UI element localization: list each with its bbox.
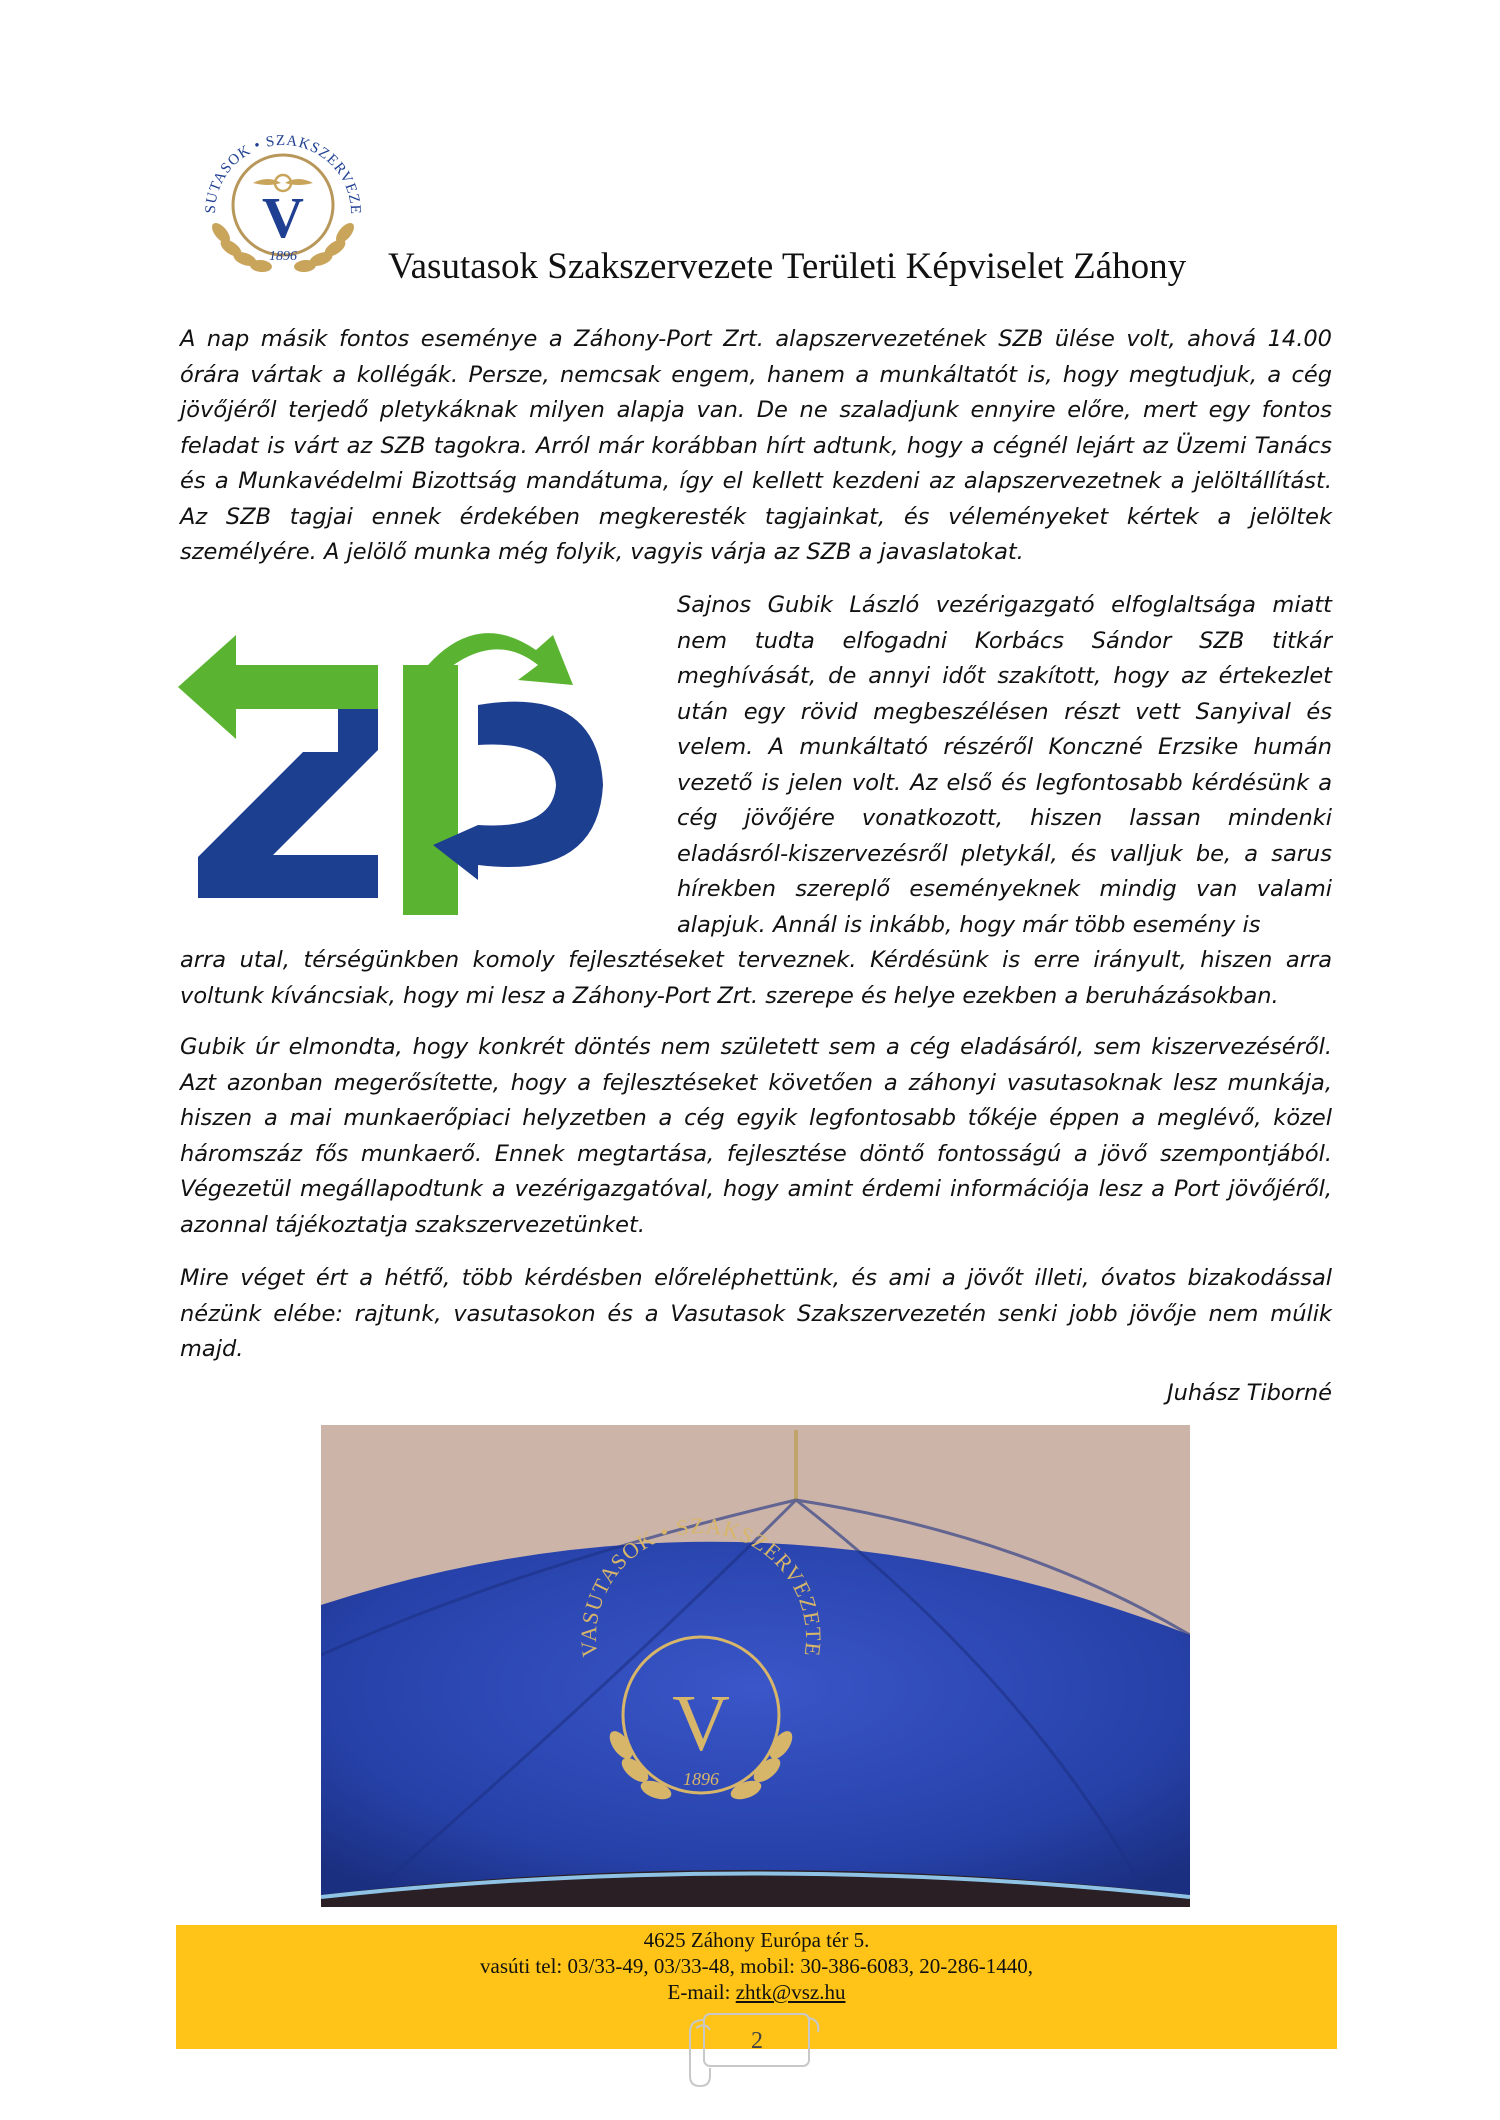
zahony-port-logo	[178, 625, 638, 920]
article-paragraph-4: Mire véget ért a hétfő, több kérdésben előreléphettünk, és ami a jövőt illeti, óvatos bizakodással nézünk elébe: rajtunk, vasutasokon és a Vasutasok Szakszervezetén senki jobb jövője nem múlik majd.	[180, 1265, 1332, 1362]
footer-email-label: E-mail:	[667, 1980, 736, 2004]
umbrella-photo	[321, 1425, 1190, 1907]
footer-email-line	[176, 1979, 1337, 2005]
umbrella-logo-letter: V	[672, 1680, 730, 1768]
logo-arc-text: SUTASOK • SZAKSZERVEZE	[202, 132, 364, 216]
article-paragraph-2-part-a: Sajnos Gubik László vezérigazgató elfoglaltsága miatt nem tudta elfogadni Korbács Sándor SZB titkár meghívását, de annyi időt szakított, hogy az értekezlet után egy rövid megbeszélésen részt vett Sanyival és velem. A munkáltató részéről Konczné Erzsike humán vezető is jelen volt. Az első és legfontosabb kérdésünk a cég jövőjére vonatkozott, hiszen lassan mindenki eladásról-kiszervezésről pletykál, és valljuk be, a sarus hírekben szereplő eseményeknek mindig van valami alapjuk. Annál is inkább, hogy már több esemény is	[677, 592, 1332, 938]
logo-letter: V	[262, 185, 304, 250]
logo-year: 1896	[269, 249, 297, 264]
article-paragraph-3: Gubik úr elmondta, hogy konkrét döntés nem született sem a cég eladásáról, sem kiszervezéséről. Azt azonban megerősítette, hogy a fejlesztéseket követően a záhonyi vasutasoknak lesz munkája, hiszen a mai munkaerőpiaci helyzetben a cég egyik legfontosabb tőkéje éppen a meglévő, közel háromszáz fős munkaerő. Ennek megtartása, fejlesztése döntő fontosságú a jövő szempontjából. Végezetül megállapodtunk a vezérigazgatóval, hogy amint érdemi információja lesz a Port jövőjéről, azonnal tájékoztatja szakszervezetünket.	[180, 1034, 1332, 1238]
footer-phones: vasúti tel: 03/33-49, 03/33-48, mobil: 30-386-6083, 20-286-1440,	[480, 1954, 1033, 1978]
umbrella-logo-arc-text: VASUTASOK • SZAKSZERVEZETE	[575, 1512, 827, 1659]
organization-title: Vasutasok Szakszervezete Területi Képviselet Záhony	[388, 246, 1187, 287]
footer-email-link[interactable]: zhtk@vsz.hu	[735, 1980, 846, 2004]
article-paragraph-1: A nap másik fontos eseménye a Záhony-Port Zrt. alapszervezetének SZB ülése volt, ahová 14.00 órára vártak a kollégák. Persze, nemcsak engem, hanem a munkáltatót is, hogy megtudjuk, a cég jövőjéről terjedő pletykáknak milyen alapja van. De ne szaladjunk ennyire előre, mert egy fontos feladat is várt az SZB tagokra. Arról már korábban hírt adtunk, hogy a cégnél lejárt az Üzemi Tanács és a Munkavédelmi Bizottság mandátuma, így el kellett kezdeni az alapszervezetnek a jelöltállítást. Az SZB tagjai ennek érdekében megkeresték tagjainkat, és véleményeket kértek a jelöltek személyére. A jelölő munka még folyik, vagyis várja az SZB a javaslatokat.	[180, 326, 1332, 565]
umbrella-logo-year: 1896	[683, 1769, 719, 1789]
footer-address: 4625 Záhony Európa tér 5.	[643, 1928, 870, 1952]
article-signature: Juhász Tiborné	[1166, 1380, 1332, 1406]
union-logo	[183, 105, 383, 285]
page-number: 2	[751, 2028, 763, 2054]
article-paragraph-2-part-b: arra utal, térségünkben komoly fejlesztéseket terveznek. Kérdésünk is erre irányult, hiszen arra voltunk kíváncsiak, hogy mi lesz a Záhony-Port Zrt. szerepe és helye ezekben a beruházásokban.	[180, 947, 1332, 1009]
